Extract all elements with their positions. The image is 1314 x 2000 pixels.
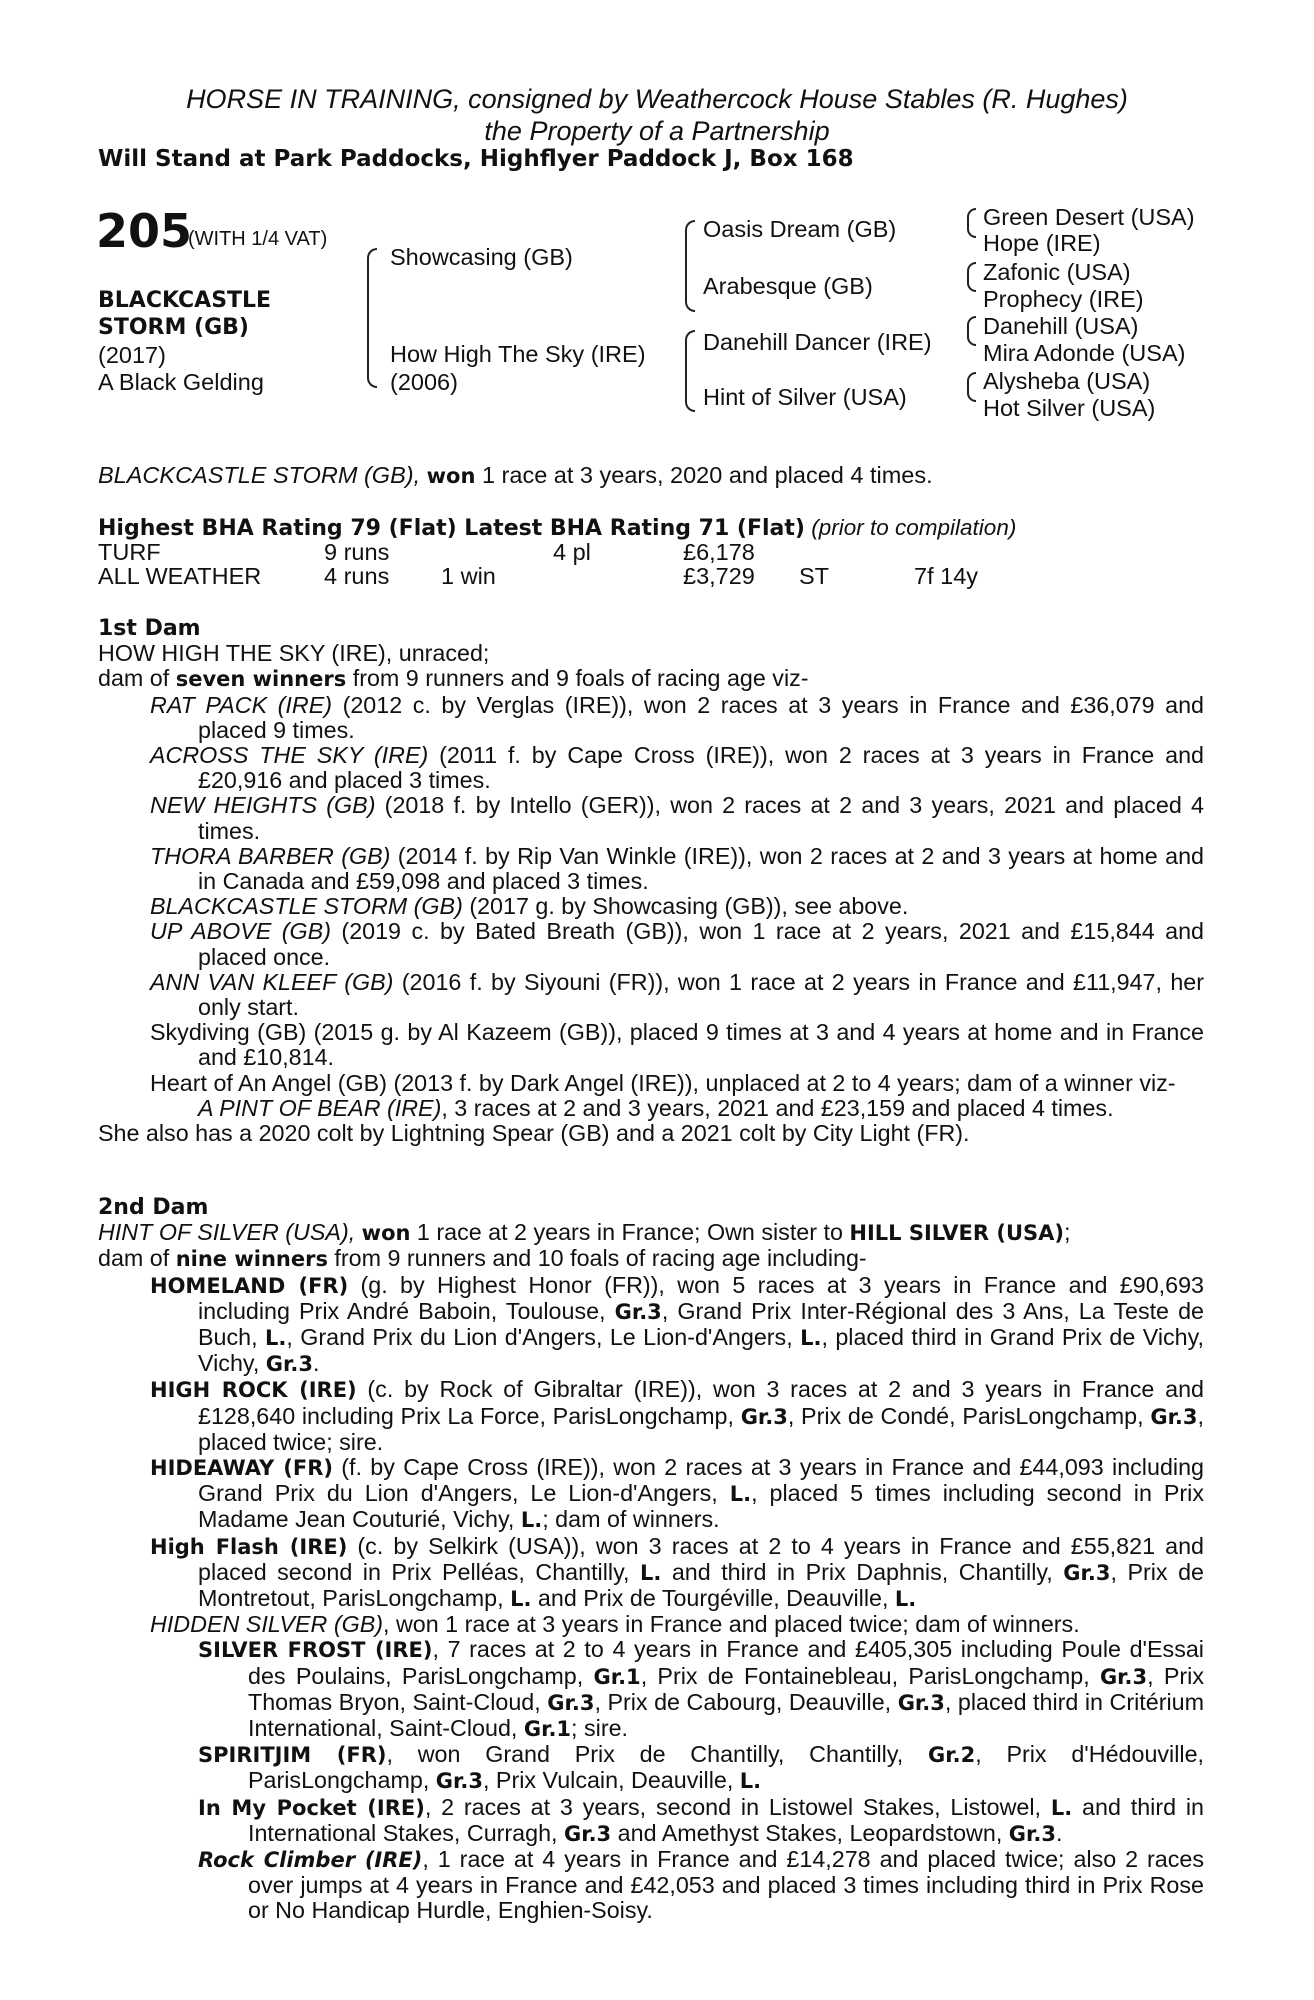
lot-vat: (WITH 1/4 VAT): [188, 228, 328, 250]
progeny-entry: NEW HEIGHTS (GB) (2018 f. by Intello (GER)), won 2 races at 2 and 3 years, 2021 and placed 4 times.: [150, 792, 1205, 844]
dam-sire: Danehill Dancer (IRE): [703, 329, 932, 355]
horse-name-line-2: STORM (GB): [98, 315, 249, 340]
sire-sire-dam: Hope (IRE): [983, 230, 1101, 256]
progeny-high-flash: High Flash (IRE) (c. by Selkirk (USA)), won 3 races at 2 to 4 years in France and £55,821 and placed second in Prix Pelléas, Chantilly, L. and third in Prix Daphnis, Chantilly, Gr.3, Prix de Montretout, ParisLongchamp, L. and Prix de Tourgéville, Deauville, L.: [150, 1532, 1204, 1612]
pedigree-brace-lower: [367, 316, 377, 388]
horse-name-line-1: BLACKCASTLE: [98, 288, 272, 313]
summary-horse-name: BLACKCASTLE STORM (GB),: [98, 462, 421, 488]
g3-brace-1b: [967, 222, 976, 238]
progeny-entry: ANN VAN KLEEF (GB) (2016 f. by Siyouni (FR)), won 1 race at 2 years in France and £11,947, her only start.: [150, 968, 1204, 1021]
record-runs: 4 runs: [324, 563, 390, 589]
progeny-homeland: HOMELAND (FR) (g. by Highest Honor (FR)), won 5 races at 3 years in France and £90,693 including Prix André Baboin, Toulouse, Gr.3, Grand Prix Inter-Régional des 3 Ans, La Teste de Buch, L., Grand Prix du Lion d'Angers, Le Lion-d'Angers, L., placed third in Grand Prix de Vichy, Vichy, Gr.3.: [150, 1271, 1205, 1377]
progeny-hidden-silver: HIDDEN SILVER (GB), won 1 race at 3 years in France and placed twice; dam of winners.: [150, 1611, 1080, 1638]
bha-ratings-bold: Highest BHA Rating 79 (Flat) Latest BHA Rating 71 (Flat): [98, 516, 805, 541]
progeny-hideaway: HIDEAWAY (FR) (f. by Cape Cross (IRE)), won 2 races at 3 years in France and £44,093 including Grand Prix du Lion d'Angers, Le Lion-d'Angers, L., placed 5 times including second in Prix Madame Jean Couturié, Vichy, L.; dam of winners.: [150, 1454, 1204, 1533]
race-summary: [98, 463, 933, 489]
record-runs: 9 runs: [324, 539, 390, 565]
sire-sire-sire: Green Desert (USA): [983, 204, 1195, 230]
grand-progeny-spiritjim: SPIRITJIM (FR), won Grand Prix de Chantilly, Chantilly, Gr.2, Prix d'Hédouville, ParisLongchamp, Gr.3, Prix Vulcain, Deauville, L.: [198, 1741, 1205, 1794]
horse-year: (2017): [98, 342, 166, 368]
sire-brace-lower: [685, 270, 695, 312]
dam-sire-dam: Mira Adonde (USA): [983, 340, 1186, 366]
second-dam-line-2: dam of nine winners from 9 runners and 10 foals of racing age including-: [98, 1245, 867, 1272]
record-surface: TURF: [98, 539, 161, 565]
record-wins: 1 win: [441, 563, 496, 589]
second-dam-heading: 2nd Dam: [98, 1195, 209, 1220]
dam-dam-sire: Alysheba (USA): [983, 368, 1151, 394]
progeny-entry: Heart of An Angel (GB) (2013 f. by Dark Angel (IRE)), unplaced at 2 to 4 years; dam of a winner viz-: [150, 1069, 1176, 1096]
sire-dam-sire: Zafonic (USA): [983, 259, 1131, 285]
progeny-entry: THORA BARBER (GB) (2014 f. by Rip Van Winkle (IRE)), won 2 races at 2 and 3 years at home and in Canada and £59,098 and placed 3 times.: [150, 842, 1204, 895]
record-distance: 7f 14y: [914, 563, 979, 589]
summary-won: won: [426, 464, 476, 488]
record-placed: 4 pl: [553, 539, 591, 565]
first-dam-line-1: HOW HIGH THE SKY (IRE), unraced;: [98, 640, 490, 667]
dam-sire-sire: Danehill (USA): [983, 313, 1139, 339]
dam: How High The Sky (IRE): [390, 341, 646, 367]
dam-year: (2006): [390, 369, 458, 395]
progeny-entry: Skydiving (GB) (2015 g. by Al Kazeem (GB)), placed 9 times at 3 and 4 years at home and in France and £10,814.: [150, 1019, 1204, 1071]
first-dam-section: [98, 616, 1204, 1146]
horse-description: A Black Gelding: [98, 369, 264, 395]
progeny-high-rock: HIGH ROCK (IRE) (c. by Rock of Gibraltar (IRE)), won 3 races at 2 and 3 years in France and £128,640 including Prix La Force, ParisLongchamp, Gr.3, Prix de Condé, ParisLongchamp, Gr.3, placed twice; sire.: [150, 1376, 1205, 1455]
dam-dam: Hint of Silver (USA): [703, 384, 907, 410]
progeny-entry: UP ABOVE (GB) (2019 c. by Bated Breath (GB)), won 1 race at 2 years, 2021 and £15,844 and placed once.: [150, 918, 1204, 970]
sire-brace-upper: [685, 220, 695, 272]
progeny-entry: RAT PACK (IRE) (2012 c. by Verglas (IRE)), won 2 races at 3 years in France and £36,079 and placed 9 times.: [150, 691, 1204, 743]
sire-sire: Oasis Dream (GB): [703, 216, 897, 242]
bha-ratings: [98, 515, 1016, 541]
bha-ratings-note: (prior to compilation): [811, 515, 1017, 540]
dam-dam-dam: Hot Silver (USA): [983, 395, 1156, 421]
second-dam-section: [98, 1195, 1204, 1924]
first-dam-heading: 1st Dam: [98, 616, 201, 641]
header-line-1: HORSE IN TRAINING, consigned by Weathercock House Stables (R. Hughes): [186, 84, 1128, 114]
record-earnings: £3,729: [683, 563, 755, 589]
grand-progeny-rock-climber: Rock Climber (IRE), 1 race at 4 years in France and £14,278 and placed twice; also 2 races over jumps at 4 years in France and £42,053 and placed 3 times including third in Prix Rose or No Handicap Hurdle, Enghien-Soisy.: [198, 1846, 1204, 1924]
sire-dam: Arabesque (GB): [703, 273, 873, 299]
progeny-entry: BLACKCASTLE STORM (GB) (2017 g. by Showcasing (GB)), see above.: [150, 893, 909, 920]
header-line-3: Will Stand at Park Paddocks, Highflyer Paddock J, Box 168: [98, 146, 854, 172]
summary-rest: 1 race at 3 years, 2020 and placed 4 times.: [481, 462, 933, 488]
grand-progeny-silver-frost: SILVER FROST (IRE), 7 races at 2 to 4 years in France and £405,305 including Poule d'Essai des Poulains, ParisLongchamp, Gr.1, Prix de Fontainebleau, ParisLongchamp, Gr.3, Prix Thomas Bryon, Saint-Cloud, Gr.3, Prix de Cabourg, Deauville, Gr.3, placed third in Critérium International, Saint-Cloud, Gr.1; sire.: [198, 1636, 1205, 1742]
dam-brace-lower: [685, 372, 695, 412]
g3-brace-2b: [967, 276, 976, 292]
grand-progeny-in-my-pocket: In My Pocket (IRE), 2 races at 3 years, second in Listowel Stakes, Listowel, L. and third in International Stakes, Curragh, Gr.3 and Amethyst Stakes, Leopardstown, Gr.3.: [198, 1793, 1204, 1846]
record-surface: ALL WEATHER: [98, 563, 262, 589]
second-dam-line-1: HINT OF SILVER (USA), won 1 race at 2 years in France; Own sister to HILL SILVER (USA);: [98, 1219, 1071, 1246]
record-earnings: £6,178: [683, 539, 755, 565]
g3-brace-3b: [967, 330, 976, 346]
progeny-entry: ACROSS THE SKY (IRE) (2011 f. by Cape Cross (IRE)), won 2 races at 3 years in France and £20,916 and placed 3 times.: [150, 742, 1204, 794]
first-dam-line-2: dam of seven winners from 9 runners and 9 foals of racing age viz-: [98, 665, 809, 692]
dam-brace-upper: [685, 330, 695, 374]
first-dam-closing: She also has a 2020 colt by Lightning Spear (GB) and a 2021 colt by City Light (FR).: [98, 1120, 970, 1147]
sire-dam-dam: Prophecy (IRE): [983, 286, 1144, 312]
pedigree-brace-upper: [367, 248, 377, 318]
lot-number: 205: [96, 204, 193, 258]
record-going: ST: [799, 563, 830, 589]
grand-progeny-entry: A PINT OF BEAR (IRE), 3 races at 2 and 3 years, 2021 and £23,159 and placed 4 times.: [198, 1094, 1114, 1121]
header-line-2: the Property of a Partnership: [484, 116, 830, 146]
g3-brace-4b: [967, 386, 976, 402]
sire: Showcasing (GB): [390, 244, 573, 270]
